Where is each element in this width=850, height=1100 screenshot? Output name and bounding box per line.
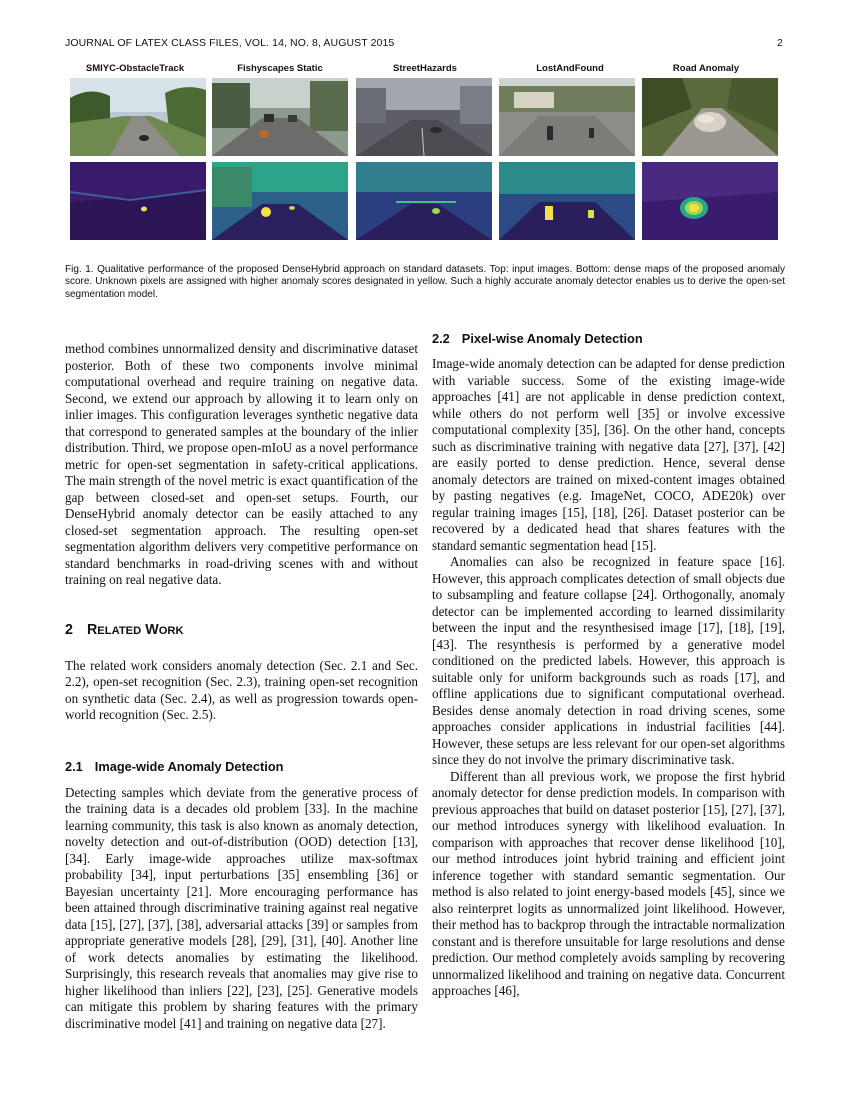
- anomaly-map-lostandfound: [499, 162, 635, 240]
- subsection-title: Pixel-wise Anomaly Detection: [461, 331, 643, 346]
- running-header: JOURNAL OF LATEX CLASS FILES, VOL. 14, NO. 8, AUGUST 2015: [65, 37, 395, 49]
- subsection-title: Image-wide Anomaly Detection: [94, 758, 284, 774]
- section-number: 2: [65, 621, 73, 638]
- subsection-paragraph: Detecting samples which deviate from the generative process of the training data is a decades old problem [33]. In the machine learning community, this task is also known as anomaly detection, novelty detection and out-of-distribution (OOD) detection [13], [34]. Early image-wide approaches utilize max-softmax probability [34], input perturbations [35] ensembling [36] or Bayesian uncertainty [21]. More encouraging performance has been attained through discriminative training against real negative data [15], [27], [37], [38], adversarial attacks [39] or samples from appropriate generative models [28], [29], [31], [40]. Another line of work detects anomalies by estimating the likelihood. Surprisingly, this research reveals that anomalies may give rise to higher likelihood than inliers [22], [23], [25]. Generative models can mitigate this problem by sharing features with the primary discriminative model [41] and training on negative data [27].: [65, 784, 418, 1031]
- input-image-fishyscapes: [212, 78, 348, 156]
- paragraph: Anomalies can also be recognized in feature space [16]. However, this approach complicates detection of small objects due to subsampling and feature collapse [24]. Orthogonally, anomaly detector can be implemented according to learned dissimilarity between the input and the resynthesised image [17], [18], [19], [43]. The resynthesis is performed by a generative model conditioned on the predicted labels. However, this approach is suitable only for uniform backgrounds such as roads [17], and offline applications due to significant computational overhead. Besides dense anomaly detection in road driving scenes, some approaches consider applications in industrial facilities [44]. However, these setups are less relevant for our open-set algorithms since they do not involve the primary discriminative task.: [432, 554, 785, 767]
- section-heading-related-work: [65, 622, 418, 639]
- subsection-heading-2-1: [65, 760, 418, 774]
- figure-label-smiyc: SMIYC-ObstacleTrack: [85, 63, 185, 74]
- section-title-initial-2: W: [145, 621, 159, 638]
- subsection-heading-2-2: [432, 332, 785, 346]
- section-title-rest-2: ORK: [158, 624, 184, 637]
- section-title-rest-1: ELATED: [97, 624, 142, 637]
- figure-label-road-anomaly: Road Anomaly: [672, 63, 740, 74]
- figure-label-lostandfound: LostAndFound: [536, 63, 604, 74]
- paragraph: Image-wide anomaly detection can be adapted for dense prediction with variable success. Some of the existing image-wide approaches [41] are not applicable in dense prediction context, while others do not perform well [35] or involve excessive computational complexity [35], [36]. On the other hand, concepts such as discriminative training with negative data [27], [37], [42] are easily ported to dense prediction. Hence, several dense anomaly detectors are trained on mixed-content images obtained by pasting negatives (e.g. ImageNet, COCO, ADE20k) over regular training images [15], [18], [26]. Dataset posterior can be recovered by a dedicated head that shares features with the standard semantic segmentation head [15].: [432, 356, 785, 553]
- subsection-number: 2.2: [432, 331, 450, 346]
- anomaly-map-fishyscapes: [212, 162, 348, 240]
- anomaly-map-road-anomaly: [642, 162, 778, 240]
- input-image-streethazards: [356, 78, 492, 156]
- intro-paragraph: method combines unnormalized density and discriminative dataset posterior. Both of these two components involve minimal computational overhead and require training on negative data. Second, we extend our approach by allowing it to learn only on inlier images. This configuration leverages synthetic negative data that correspond to generated samples at the boundary of the inlier distribution. Third, we propose open-mIoU as a novel performance metric for open-set segmentation in safety-critical applications. The main strength of the novel metric is exact quantification of the gap between closed-set and open-set setups. Fourth, our DenseHybrid anomaly detector can be easily attached to any closed-set segmentation approach. The resulting open-set segmentation algorithm delivers very competitive performance on standard benchmarks in road-driving scenes with and without training on real negative data.: [65, 341, 418, 587]
- figure-label-streethazards: StreetHazards: [393, 63, 457, 74]
- subsection-number: 2.1: [65, 758, 83, 774]
- left-column: [65, 341, 418, 1032]
- right-column: [432, 332, 785, 1000]
- section-paragraph: The related work considers anomaly detection (Sec. 2.1 and Sec. 2.2), open-set recognition (Sec. 2.3), training open-set recognition on synthetic data (Sec. 2.4), as well as progression towards open-world recognition (Sec. 2.5).: [65, 657, 418, 722]
- section-title-initial-1: R: [86, 621, 98, 638]
- anomaly-map-smiyc: [70, 162, 206, 240]
- input-image-lostandfound: [499, 78, 635, 156]
- anomaly-map-streethazards: [356, 162, 492, 240]
- figure-label-fishyscapes: Fishyscapes Static: [237, 63, 323, 74]
- figure-1: [67, 63, 783, 263]
- input-image-smiyc: [70, 78, 206, 156]
- page-number: 2: [777, 37, 783, 49]
- figure-caption: Fig. 1. Qualitative performance of the proposed DenseHybrid approach on standard datasets. Top: input images. Bottom: dense maps of the proposed anomaly score. Unknown pixels are assigned with higher anomaly scores designated in yellow. Such a highly accurate anomaly detector enables us to derive the open-set segmentation model.: [65, 264, 785, 300]
- input-image-road-anomaly: [642, 78, 778, 156]
- paragraph: Different than all previous work, we propose the first hybrid anomaly detector for dense prediction models. In comparison with previous approaches that build on dataset posterior [15], [27], [37], our method introduces synergy with likelihood evaluation. In comparison with approaches that recover dense likelihood [10], our method introduces joint hybrid training and efficient joint inference together with standard semantic segmentation. Our method is also related to joint energy-based models [45], since we also reinterpret logits as unnormalized joint likelihood. However, their method has to backprop through the intractable normalization constant and is therefore unsuitable for large resolutions and dense prediction. Our method completely avoids sampling by recovering unnormalized likelihood and training on negative data. Concurrent approaches [46],: [432, 768, 785, 998]
